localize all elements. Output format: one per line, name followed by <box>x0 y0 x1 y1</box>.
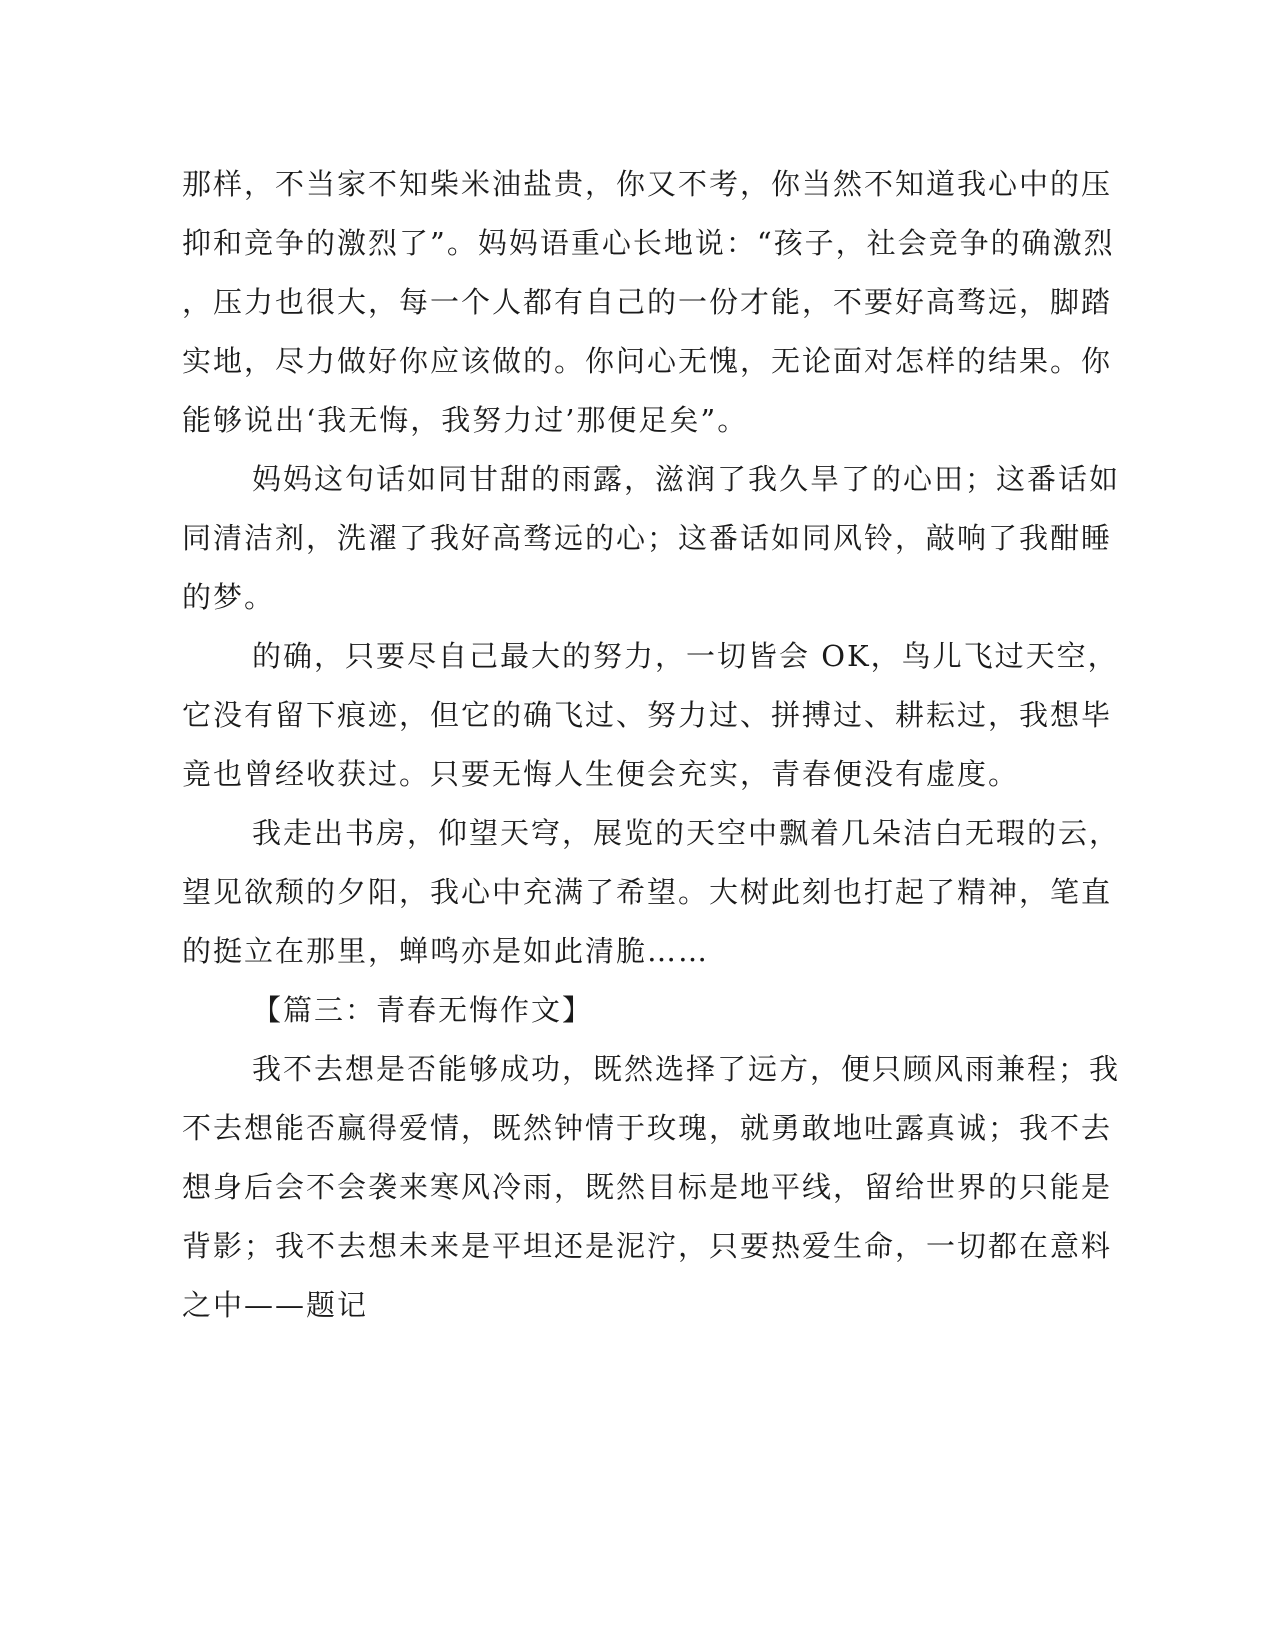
text-line: 背影；我不去想未来是平坦还是泥泞，只要热爱生命，一切都在意料 <box>182 1229 1113 1263</box>
text-line: 竟也曾经收获过。只要无悔人生便会充实，青春便没有虚度。 <box>182 757 1020 791</box>
text-line: 想身后会不会袭来寒风冷雨，既然目标是地平线，留给世界的只能是 <box>182 1170 1113 1204</box>
text-line: 抑和竞争的激烈了”。妈妈语重心长地说：“孩子，社会竞争的确激烈 <box>182 226 1115 260</box>
text-line: 我不去想是否能够成功，既然选择了远方，便只顾风雨兼程；我 <box>252 1052 1121 1086</box>
document-body <box>182 155 1121 1335</box>
text-line: 的挺立在那里，蝉鸣亦是如此清脆…… <box>182 934 710 968</box>
text-line: 的梦。 <box>182 580 276 614</box>
text-line: 望见欲颓的夕阳，我心中充满了希望。大树此刻也打起了精神，笔直 <box>182 875 1113 909</box>
text-line: 我走出书房，仰望天穹，展览的天空中飘着几朵洁白无瑕的云， <box>252 816 1121 850</box>
text-line: 它没有留下痕迹，但它的确飞过、努力过、拼搏过、耕耘过，我想毕 <box>182 698 1113 732</box>
text-line: 同清洁剂，洗濯了我好高骛远的心；这番话如同风铃，敲响了我酣睡 <box>182 521 1113 555</box>
section-heading <box>182 981 1062 1040</box>
paragraph-3 <box>182 627 1119 804</box>
text-line: 的确，只要尽自己最大的努力，一切皆会 OK，鸟儿飞过天空， <box>252 639 1119 673</box>
text-line: 实地，尽力做好你应该做的。你问心无愧，无论面对怎样的结果。你 <box>182 344 1113 378</box>
paragraph-2 <box>182 450 1121 627</box>
text-line: ，压力也很大，每一个人都有自己的一份才能，不要好高骛远，脚踏 <box>182 285 1113 319</box>
text-line: 之中——题记 <box>182 1288 369 1322</box>
section-heading-text: 【篇三：青春无悔作文】 <box>252 993 594 1027</box>
text-line: 那样，不当家不知柴米油盐贵，你又不考，你当然不知道我心中的压 <box>182 167 1113 201</box>
text-line: 不去想能否赢得爱情，既然钟情于玫瑰，就勇敢地吐露真诚；我不去 <box>182 1111 1113 1145</box>
paragraph-1 <box>182 155 1115 450</box>
text-line: 妈妈这句话如同甘甜的雨露，滋润了我久旱了的心田；这番话如 <box>252 462 1121 496</box>
text-line: 能够说出‘我无悔，我努力过’那便足矣”。 <box>182 403 749 437</box>
paragraph-4 <box>182 804 1121 981</box>
paragraph-5 <box>182 1040 1121 1335</box>
